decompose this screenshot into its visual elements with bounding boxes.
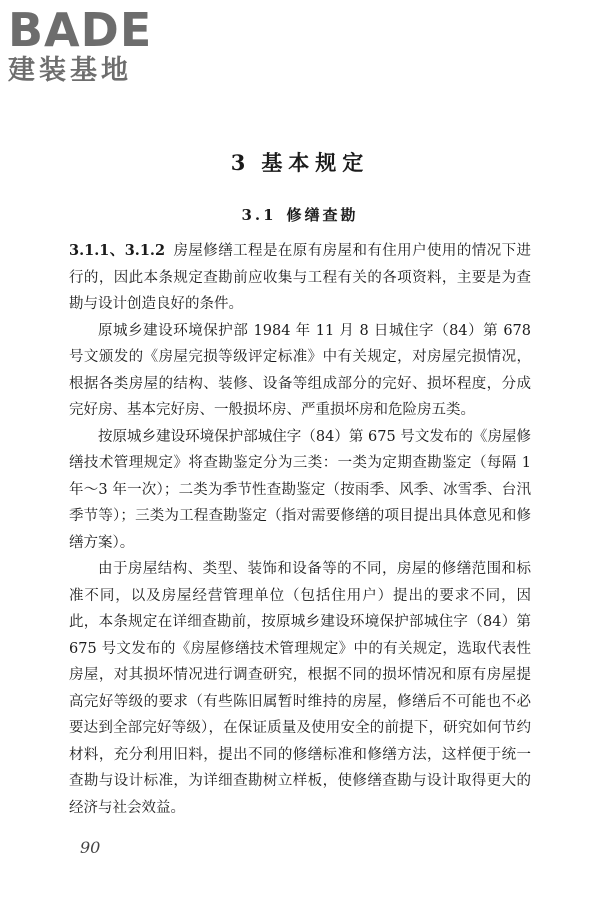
logo-subtitle: 建装基地 [8, 55, 132, 86]
body-content [69, 238, 531, 821]
paragraph [69, 556, 531, 821]
section-title [0, 204, 600, 226]
section-title-text: 修缮查勘 [286, 206, 359, 224]
clause-number: 3.1.1、3.1.2 [69, 242, 166, 259]
logo [8, 3, 178, 90]
paragraph-text: 原城乡建设环境保护部 1984 年 11 月 8 日城住字（84）第 678 号文颁发的《房屋完损等级评定标准》中有关规定，对房屋完损情况，根据各类房屋的结构、装修、设备等组成部分的完好、损坏程度，分成完好房、基本完好房、一般损坏房、严重损坏房和危险房五类。 [69, 322, 531, 418]
page-number: 90 [80, 838, 101, 857]
paragraph [69, 424, 531, 557]
section-number: 3.1 [241, 206, 277, 224]
chapter-title-text: 基本规定 [261, 150, 370, 175]
paragraph-text: 由于房屋结构、类型、装饰和设备等的不同，房屋的修缮范围和标准不同，以及房屋经营管理单位（包括住用户）提出的要求不同，因此，本条规定在详细查勘前，按原城乡建设环境保护部城住字（84）第 675 号文发布的《房屋修缮技术管理规定》中的有关规定，选取代表性房屋，对其损坏情况进行调查研究，根据不同的损坏情况和原有房屋提高完好等级的要求（有些陈旧属暂时维持的房屋，修缮后不可能也不必要达到全部完好等级），在保证质量及使用安全的前提下，研究如何节约材料，充分利用旧料，提出不同的修缮标准和修缮方法，这样便于统一查勘与设计标准，为详细查勘树立样板，使修缮查勘与设计取得更大的经济与社会效益。 [69, 561, 531, 816]
paragraph-text: 房屋修缮工程是在原有房屋和有住用户使用的情况下进行的，因此本条规定查勘前应收集与工程有关的各项资料，主要是为查勘与设计创造良好的条件。 [69, 243, 531, 312]
logo-wordmark: BADE [8, 3, 153, 57]
chapter-title [0, 148, 600, 178]
paragraph-text: 按原城乡建设环境保护部城住字（84）第 675 号文发布的《房屋修缮技术管理规定》将查勘鉴定分为三类：一类为定期查勘鉴定（每隔 1 年～3 年一次）；二类为季节性查勘鉴定（按雨季、风季、冰雪季、台汛季节等）；三类为工程查勘鉴定（指对需要修缮的项目提出具体意见和修缮方案）。 [69, 428, 531, 551]
paragraph [69, 318, 531, 424]
chapter-number: 3 [230, 150, 252, 175]
paragraph [69, 238, 531, 318]
